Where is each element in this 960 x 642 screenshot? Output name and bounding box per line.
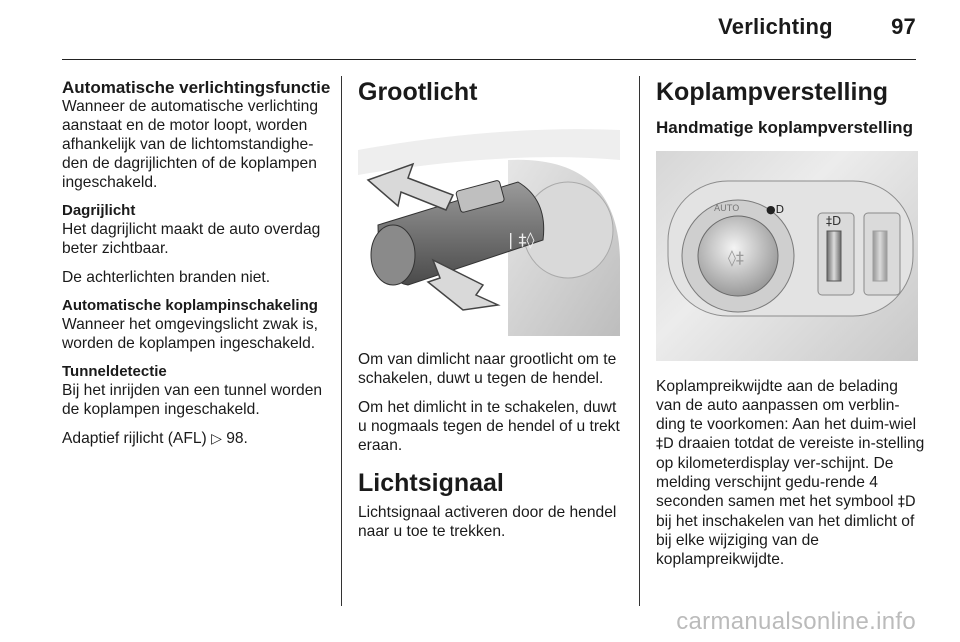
svg-text:AUTO: AUTO xyxy=(714,204,740,214)
svg-text:| ‡◊: | ‡◊ xyxy=(508,230,535,249)
afl-page-link[interactable]: 98. xyxy=(226,430,248,447)
flash-text: Lichtsignaal activeren door de hendel naar u toe te trekken. xyxy=(358,504,617,540)
afl-reference: Adaptief rijlicht (AFL) ▷ 98. xyxy=(62,430,248,447)
svg-text:●D: ●D xyxy=(766,203,785,216)
page-reference-icon: ▷ xyxy=(211,431,222,447)
auto-lighting-text: Wanneer de automatische verlichting aanstaat en de motor loopt, worden afhankelijk van de lichtomstandighe-den de dagrijlichten of de koplampen ingeschakeld. xyxy=(62,98,318,191)
daylight-text: Het dagrijlicht maakt de auto overdag beter zichtbaar. xyxy=(62,221,321,257)
lever-illustration xyxy=(358,120,620,336)
auto-lighting-heading: Automatische verlichtingsfunctie xyxy=(62,78,331,97)
headlamp-range-icon: ‡D xyxy=(656,436,674,452)
light-switch-illustration xyxy=(656,151,918,361)
svg-text:◊‡: ◊‡ xyxy=(728,248,744,267)
column-3 xyxy=(656,78,926,569)
header-rule xyxy=(62,59,916,60)
headlamp-adjust-heading: Koplampverstelling xyxy=(656,78,888,106)
auto-headlamp-text: Wanneer het omgevingslicht zwak is, worden de koplampen ingeschakeld. xyxy=(62,316,318,352)
page-number: 97 xyxy=(891,14,916,39)
high-beam-text-2: Om het dimlicht in te schakelen, duwt u nogmaals tegen de hendel of u trekt eraan. xyxy=(358,399,620,454)
tunnel-heading: Tunneldetectie xyxy=(62,363,167,380)
daylight-heading: Dagrijlicht xyxy=(62,202,136,219)
column-1 xyxy=(62,78,332,449)
page-header xyxy=(718,14,916,40)
light-switch-drawing xyxy=(656,151,918,361)
column-divider-2 xyxy=(639,76,640,606)
daylight-text-2: De achterlichten branden niet. xyxy=(62,269,271,286)
headlamp-range-symbol-icon: ‡D xyxy=(897,494,916,510)
column-divider-1 xyxy=(341,76,342,606)
section-title: Verlichting xyxy=(718,14,833,39)
lever-drawing xyxy=(358,120,620,336)
flash-heading: Lichtsignaal xyxy=(358,469,504,497)
watermark: carmanualsonline.info xyxy=(676,608,916,635)
manual-adjust-subheading: Handmatige koplampverstelling xyxy=(656,118,913,137)
column-2 xyxy=(358,78,626,541)
svg-text:‡D: ‡D xyxy=(826,214,842,228)
high-beam-text-1: Om van dimlicht naar grootlicht om te schakelen, duwt u tegen de hendel. xyxy=(358,351,617,387)
headlamp-adjust-text: Koplampreikwijdte aan de belading van de auto aanpassen om verblin-ding te voorkomen: Aan het duim-wiel ‡D draaien totdat de vereiste in-stelling op kilometerdisplay ver-schijnt. De melding verschijnt gedu-rende 4 seconden samen met het symbool ‡D bij het inschakelen van het dimlicht of bij elke wijziging van de koplampreikwijdte. xyxy=(656,378,925,568)
high-beam-heading: Grootlicht xyxy=(358,78,478,106)
auto-headlamp-heading: Automatische koplampinschakeling xyxy=(62,297,318,314)
tunnel-text: Bij het inrijden van een tunnel worden de koplampen ingeschakeld. xyxy=(62,382,323,418)
